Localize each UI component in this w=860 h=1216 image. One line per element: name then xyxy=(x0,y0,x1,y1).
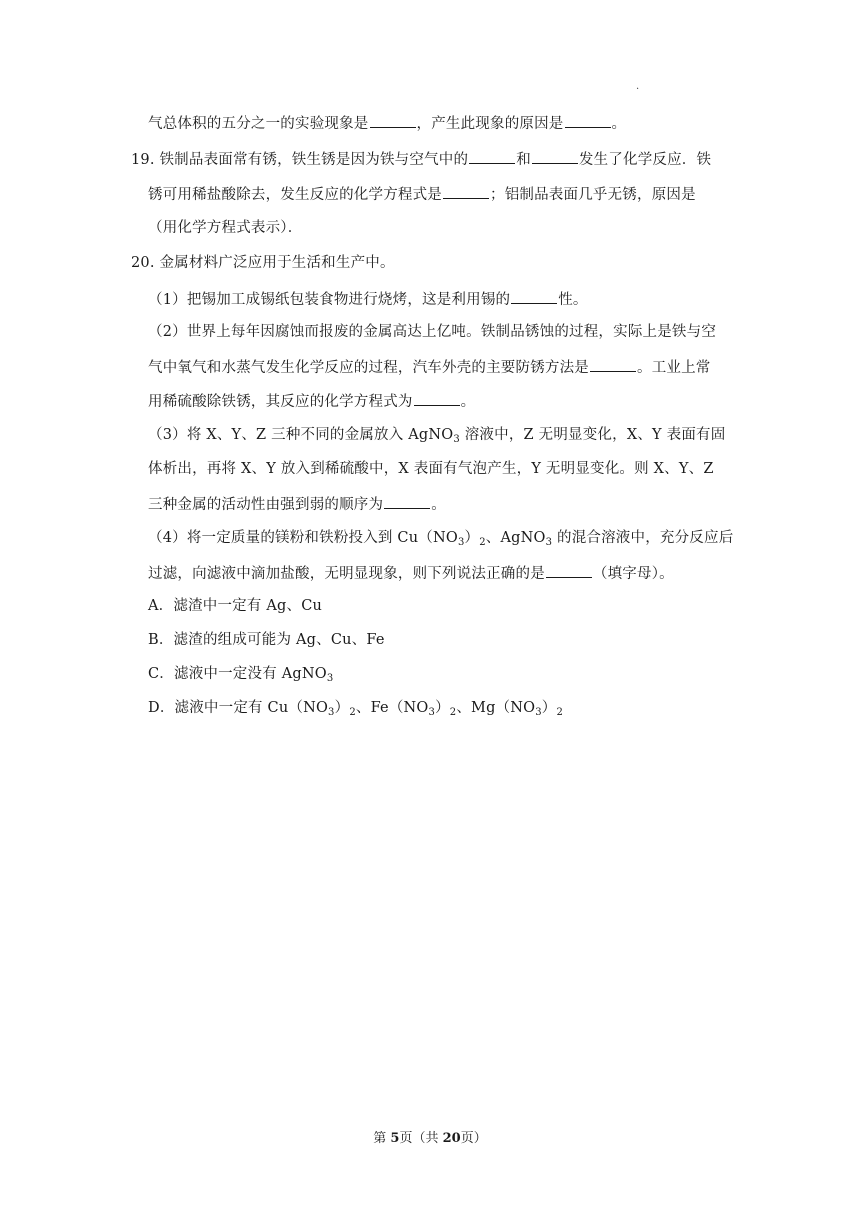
q20-part3-line-2: 体析出，再将 X、Y 放入到稀硫酸中，X 表面有气泡产生，Y 无明显变化。则 X、Y、Z xyxy=(148,461,714,477)
option-a: A．滤渣中一定有 Ag、Cu xyxy=(148,598,323,614)
q20-part1-line: （1）把锡加工成锡纸包装食物进行烧烤，这是利用锡的 性。 xyxy=(148,288,588,310)
q20-part2-line-3: 用稀硫酸除铁锈，其反应的化学方程式为 。 xyxy=(148,390,475,412)
answer-blank[interactable] xyxy=(511,288,557,304)
answer-blank[interactable] xyxy=(370,112,416,128)
answer-blank[interactable] xyxy=(565,112,611,128)
header-mark: . xyxy=(636,81,640,92)
answer-blank[interactable] xyxy=(546,562,592,578)
page-footer: 第 5页（共 20页） xyxy=(373,1131,487,1146)
answer-blank[interactable] xyxy=(590,356,636,372)
answer-blank[interactable] xyxy=(443,183,489,199)
q20-part2-line-1: （2）世界上每年因腐蚀而报废的金属高达上亿吨。铁制品锈蚀的过程，实际上是铁与空 xyxy=(148,324,717,340)
option-d: D．滤液中一定有 $Cu(NO_3)_2$、$Fe(NO_3)_2$、$Mg(NO_3)_2$ xyxy=(148,700,564,718)
q20-part2-line-2: 气中氧气和水蒸气发生化学反应的过程，汽车外壳的主要防锈方法是 。工业上常 xyxy=(148,356,711,378)
question-number: 19. xyxy=(131,152,155,168)
q19-line-3: （用化学方程式表示）． xyxy=(148,220,303,236)
q20-part4-line-2: 过滤，向滤液中滴加盐酸，无明显现象，则下列说法正确的是 （填字母）。 xyxy=(148,562,674,584)
q19-line-1: 19. 铁制品表面常有锈，铁生锈是因为铁与空气中的 和 发生了化学反应．铁 xyxy=(131,148,711,170)
q19-line-2: 锈可用稀盐酸除去，发生反应的化学方程式是 ；铝制品表面几乎无锈，原因是 xyxy=(148,183,696,205)
answer-blank[interactable] xyxy=(384,493,430,509)
current-page-number: 5 xyxy=(390,1131,400,1146)
answer-blank[interactable] xyxy=(469,148,515,164)
q20-part4-line-1: （4）将一定质量的镁粉和铁粉投入到 $Cu(NO_3)_2$、AgNO$_3$ 的混合溶液中，充分反应后 xyxy=(148,530,734,548)
q20-part3-line-3: 三种金属的活动性由强到弱的顺序为 。 xyxy=(148,493,446,515)
question-number: 20. xyxy=(131,255,155,271)
total-page-number: 20 xyxy=(442,1131,461,1146)
q20-part3-line-1: （3）将 X、Y、Z 三种不同的金属放入 AgNO$_3$ 溶液中，Z 无明显变化，X、Y 表面有固 xyxy=(148,427,726,445)
option-c: C．滤液中一定没有 AgNO$_3$ xyxy=(148,666,334,684)
option-b: B．滤渣的组成可能为 Ag、Cu、Fe xyxy=(148,632,385,648)
q20-title-line: 20. 金属材料广泛应用于生活和生产中。 xyxy=(131,255,395,271)
answer-blank[interactable] xyxy=(532,148,578,164)
q18-continuation-line: 气总体积的五分之一的实验现象是 ，产生此现象的原因是 。 xyxy=(148,112,626,134)
answer-blank[interactable] xyxy=(414,390,460,406)
